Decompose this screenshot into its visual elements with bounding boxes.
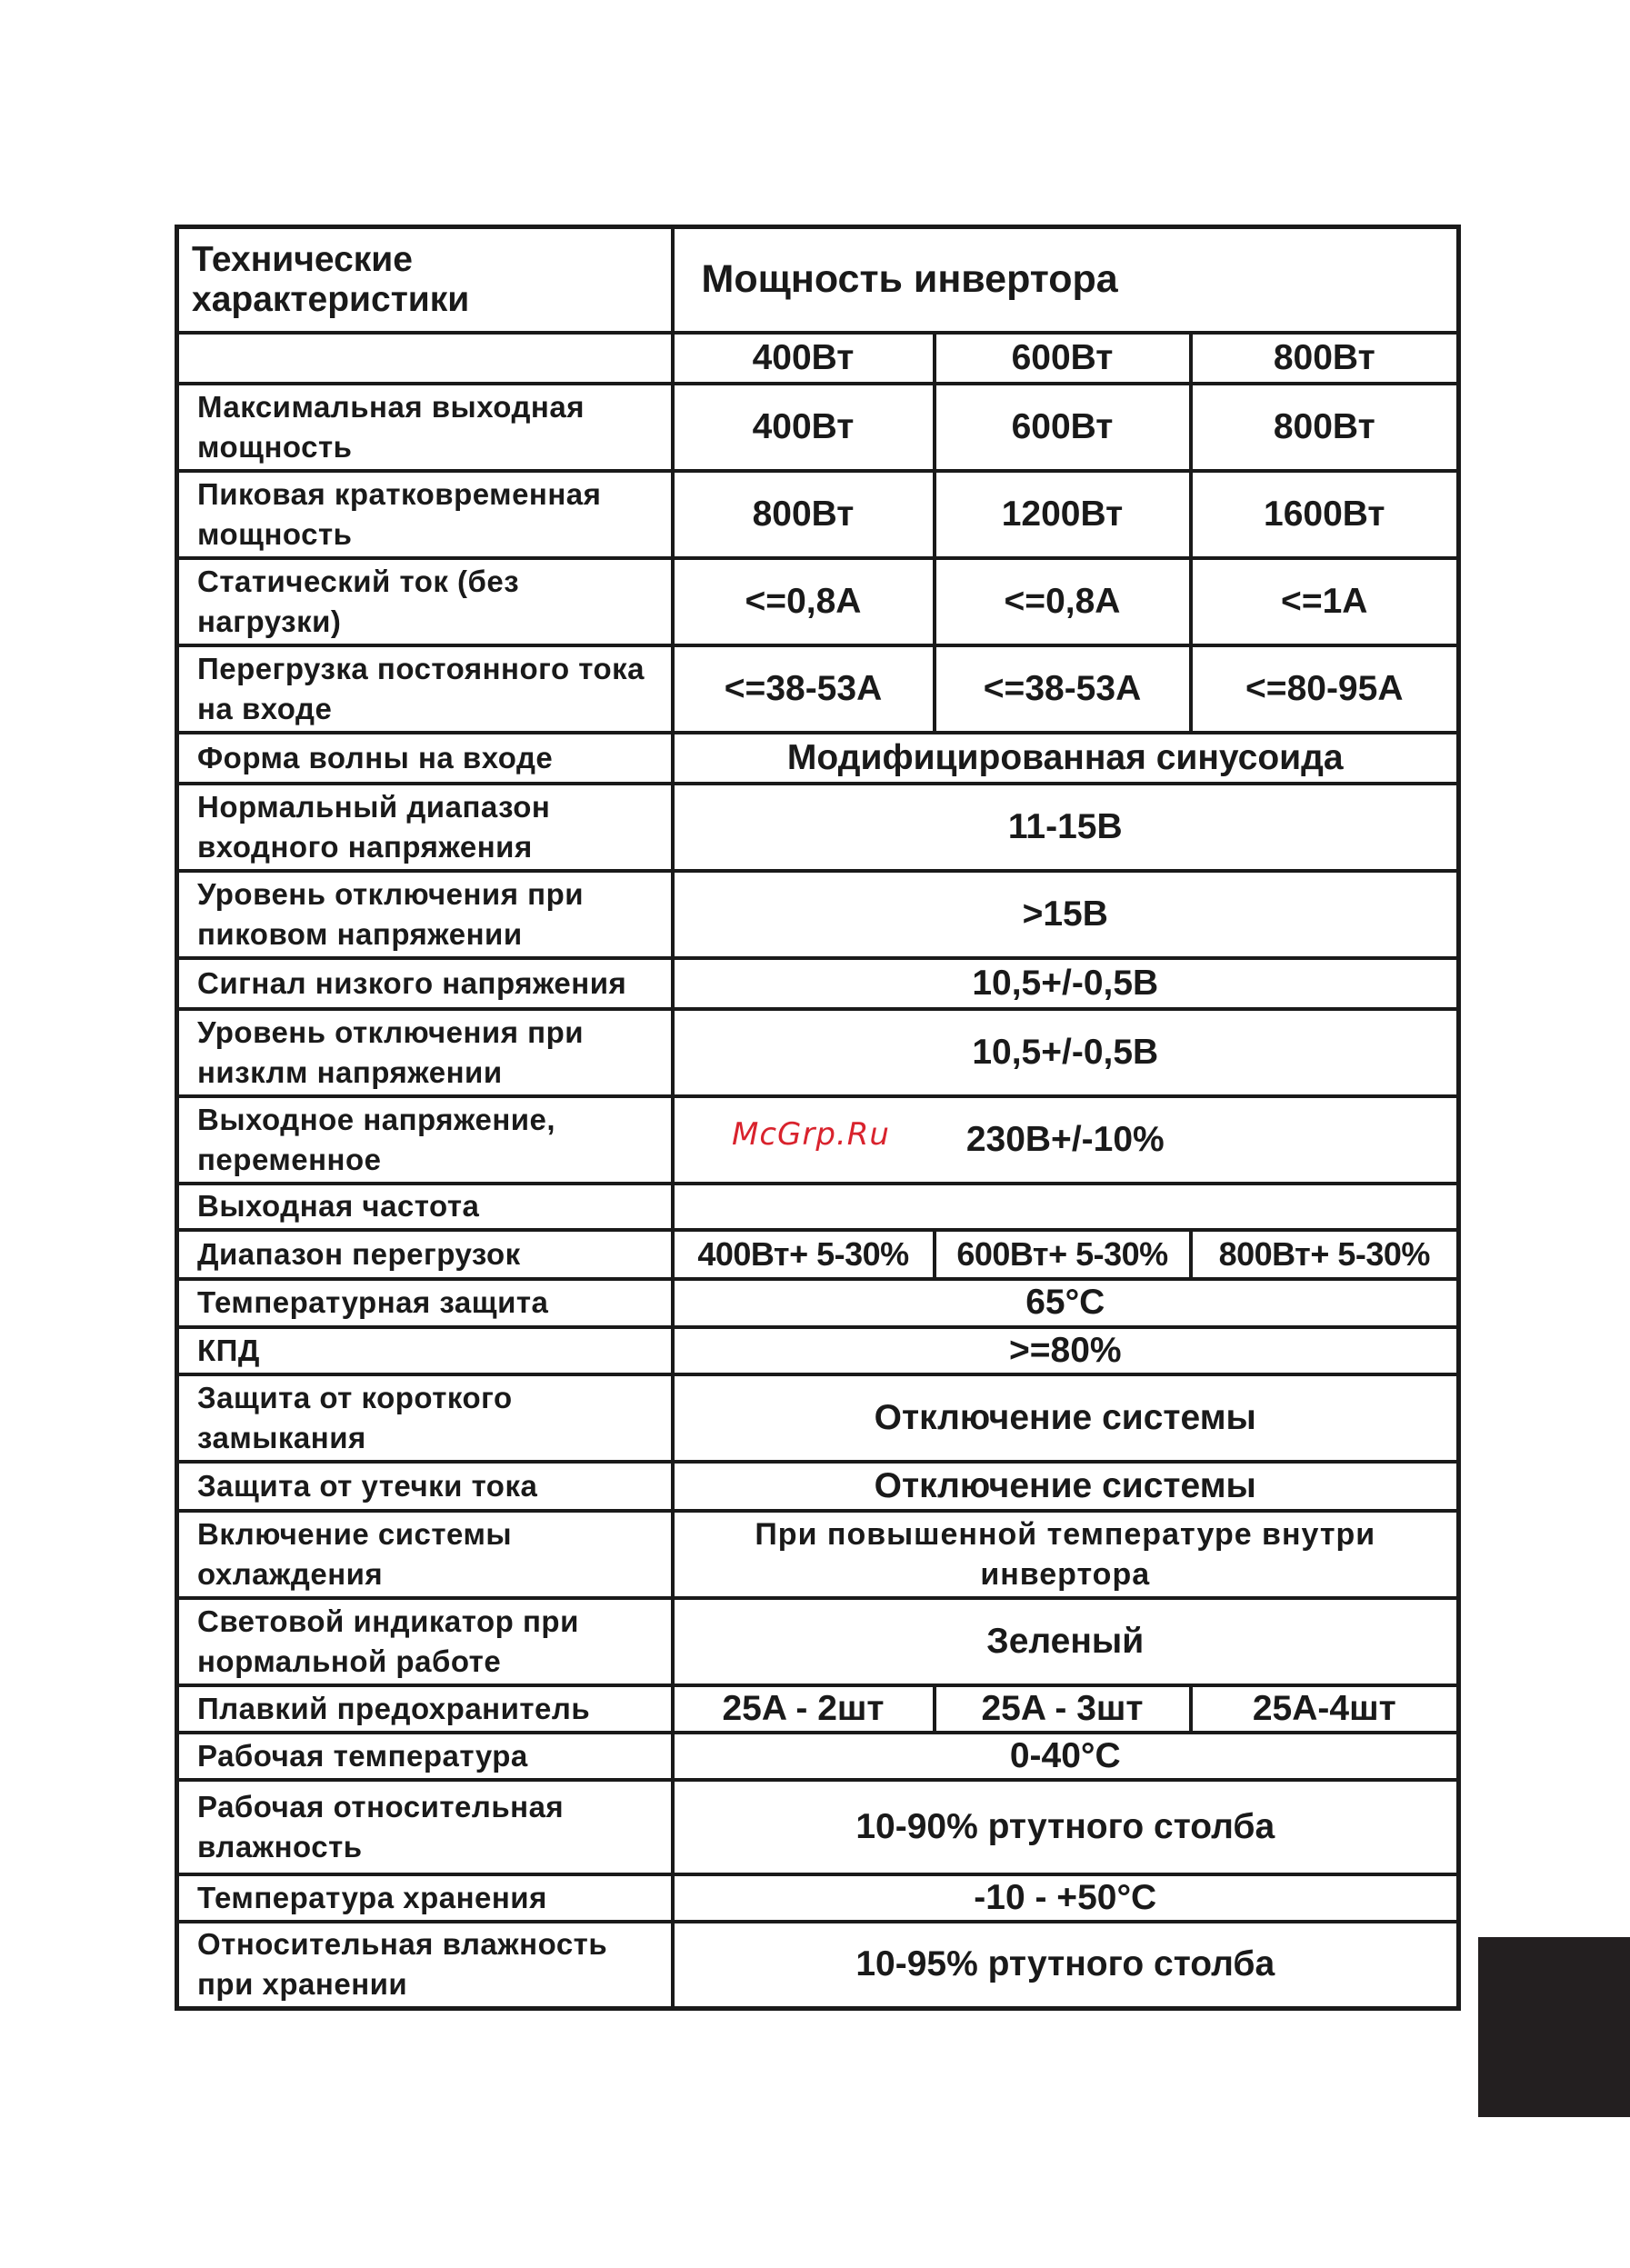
row-value: Отключение системы [673, 1374, 1459, 1462]
row-label: Рабочая относительная влажность [177, 1780, 673, 1874]
row-label: Выходное напряжение, переменное [177, 1096, 673, 1184]
row-value: <=0,8A [935, 558, 1191, 645]
row-label: КПД [177, 1327, 673, 1374]
row-label: Перегрузка постоянного тока на входе [177, 645, 673, 733]
page-tab-marker [1478, 1937, 1630, 2117]
models-row-empty [177, 333, 673, 384]
table-row [177, 1733, 1459, 1780]
row-value: -10 - +50°C [673, 1874, 1459, 1922]
row-value: <=38-53A [673, 645, 935, 733]
row-value: 800Вт [1191, 384, 1459, 471]
row-value: 65°C [673, 1279, 1459, 1327]
row-label: Сигнал низкого напряжения [177, 958, 673, 1009]
table-row [177, 384, 1459, 471]
row-value: <=80-95A [1191, 645, 1459, 733]
row-label: Уровень отключения при пиковом напряжении [177, 871, 673, 958]
row-value: >=80% [673, 1327, 1459, 1374]
row-label: Уровень отключения при низклм напряжении [177, 1009, 673, 1096]
table-row [177, 1327, 1459, 1374]
model-400: 400Вт [673, 333, 935, 384]
row-value: 230В+/-10% [673, 1096, 1459, 1184]
row-value: 10,5+/-0,5В [673, 958, 1459, 1009]
table-row [177, 784, 1459, 871]
row-value: 10-95% ртутного столба [673, 1922, 1459, 2009]
table-row [177, 1598, 1459, 1685]
row-value: 800Вт+ 5-30% [1191, 1230, 1459, 1279]
row-label: Световой индикатор при нормальной работе [177, 1598, 673, 1685]
row-label: Статический ток (без нагрузки) [177, 558, 673, 645]
row-label: Диапазон перегрузок [177, 1230, 673, 1279]
header-specs: Технические характеристики [177, 227, 673, 333]
models-row [177, 333, 1459, 384]
row-value: 600Вт+ 5-30% [935, 1230, 1191, 1279]
row-value: 11-15В [673, 784, 1459, 871]
table-row [177, 958, 1459, 1009]
row-value: >15В [673, 871, 1459, 958]
row-value: <=38-53A [935, 645, 1191, 733]
table-row [177, 1922, 1459, 2009]
row-label: Нормальный диапазон входного напряжения [177, 784, 673, 871]
table-row [177, 1511, 1459, 1598]
table-header-row [177, 227, 1459, 333]
table-row [177, 1874, 1459, 1922]
row-value: 25A - 2шт [673, 1685, 935, 1733]
row-value: 600Вт [935, 384, 1191, 471]
row-value: При повышенной температуре внутри инвертора [673, 1511, 1459, 1598]
row-label: Максимальная выходная мощность [177, 384, 673, 471]
table-row [177, 645, 1459, 733]
row-value: 400Вт [673, 384, 935, 471]
row-value: 10,5+/-0,5В [673, 1009, 1459, 1096]
row-value: 400Вт+ 5-30% [673, 1230, 935, 1279]
row-label: Температура хранения [177, 1874, 673, 1922]
row-label: Температурная защита [177, 1279, 673, 1327]
row-value: 800Вт [673, 471, 935, 558]
row-label: Выходная частота [177, 1184, 673, 1230]
row-label: Рабочая температура [177, 1733, 673, 1780]
row-value [673, 1184, 1459, 1230]
watermark-text: McGrp.Ru [732, 1116, 890, 1153]
row-label: Форма волны на входе [177, 733, 673, 784]
header-power: Мощность инвертора [673, 227, 1459, 333]
model-600: 600Вт [935, 333, 1191, 384]
table-row [177, 1685, 1459, 1733]
table-row [177, 1462, 1459, 1511]
row-label: Защита от утечки тока [177, 1462, 673, 1511]
row-value: Зеленый [673, 1598, 1459, 1685]
table-row [177, 1780, 1459, 1874]
table-row [177, 1009, 1459, 1096]
row-label: Пиковая кратковременная мощность [177, 471, 673, 558]
table-row [177, 1279, 1459, 1327]
row-label: Включение системы охлаждения [177, 1511, 673, 1598]
row-label: Защита от короткого замыкания [177, 1374, 673, 1462]
row-value: <=0,8A [673, 558, 935, 645]
model-800: 800Вт [1191, 333, 1459, 384]
row-value: 0-40°C [673, 1733, 1459, 1780]
row-value: 25A - 3шт [935, 1685, 1191, 1733]
row-value: 1200Вт [935, 471, 1191, 558]
table-row [177, 471, 1459, 558]
table-row [177, 871, 1459, 958]
table-row [177, 1230, 1459, 1279]
table-row [177, 1374, 1459, 1462]
row-value: <=1A [1191, 558, 1459, 645]
row-value: 25A-4шт [1191, 1685, 1459, 1733]
row-value: Отключение системы [673, 1462, 1459, 1511]
table-row [177, 1184, 1459, 1230]
row-value: 1600Вт [1191, 471, 1459, 558]
row-label: Плавкий предохранитель [177, 1685, 673, 1733]
row-value: 10-90% ртутного столба [673, 1780, 1459, 1874]
table-row [177, 558, 1459, 645]
row-value: Модифицированная синусоида [673, 733, 1459, 784]
table-row [177, 733, 1459, 784]
row-label: Относительная влажность при хранении [177, 1922, 673, 2009]
